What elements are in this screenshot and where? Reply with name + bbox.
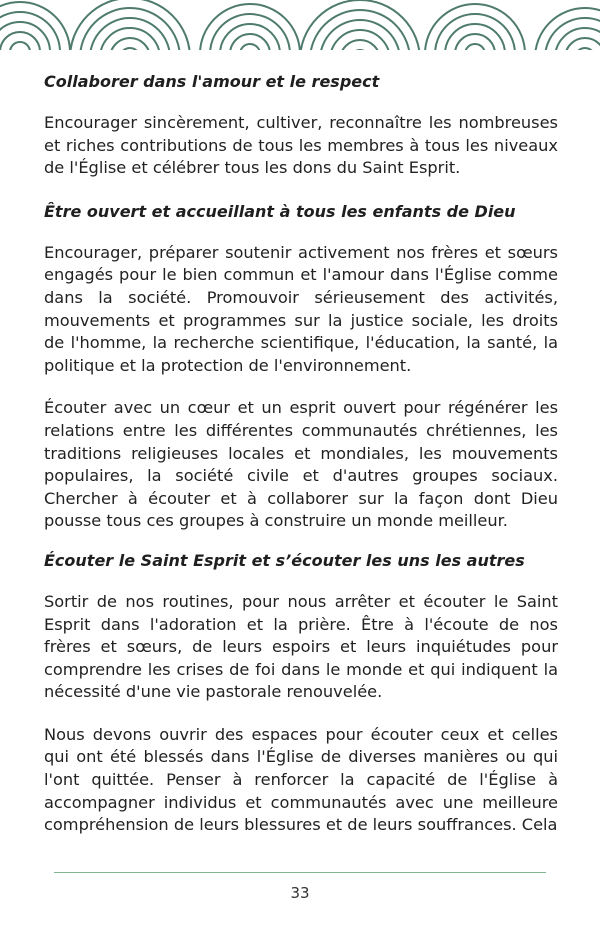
section-ecouter — [44, 549, 558, 837]
arc-cluster — [0, 2, 70, 50]
page-number: 33 — [290, 884, 310, 902]
arc-cluster — [300, 0, 420, 50]
paragraph: Écouter avec un cœur et un esprit ouvert pour régénérer les relations entre les différentes communautés chrétiennes, les traditions religieuses locales et mondiales, les mouvements populaires, la société civile et d'autres groupes sociaux. Chercher à écouter et à collaborer sur la façon dont Dieu pousse tous ces groupes à construire un monde meilleur. — [44, 398, 558, 531]
paragraph: Sortir de nos routines, pour nous arrêter et écouter le Saint Esprit dans l'adoration et la prière. Être à l'écoute de nos frères et sœurs, de leurs espoirs et leurs inquiétudes pour comprendre les crises de foi dans le monde et qui indiquent la nécessité d'une vie pastorale renouvelée. — [44, 591, 558, 702]
paragraph: Encourager, préparer soutenir activement nos frères et sœurs engagés pour le bien commun et l'amour dans l'Église comme dans la société. Promouvoir sérieusement des activités, mouvements et programmes sur la justice sociale, les droits de l'homme, la recherche scientifique, l'éducation, la santé, la politique et la protection de l'environnement. — [44, 242, 558, 375]
section-heading: Écouter le Saint Esprit et s’écouter les uns les autres — [44, 550, 525, 570]
paragraph: Nous devons ouvrir des espaces pour écouter ceux et celles qui ont été blessés dans l'Église de diverses manières ou qui l'ont quittée. Penser à renforcer la capacité de l'Église à accompagner individus et communautés avec une meilleure compréhension de leurs blessures et de leurs souffrances. Cela — [44, 724, 558, 835]
section-heading: Collaborer dans l'amour et le respect — [44, 72, 380, 91]
concentric-arcs-pattern — [0, 0, 600, 50]
section-etre-ouvert — [44, 200, 558, 533]
arc-cluster — [425, 4, 525, 50]
page-content — [44, 70, 558, 857]
arc-cluster — [200, 4, 300, 50]
paragraph: Encourager sincèrement, cultiver, reconnaître les nombreuses et riches contributions de tous les membres à tous les niveaux de l'Église et célébrer tous les dons du Saint Esprit. — [44, 113, 558, 178]
section-collaborer — [44, 70, 558, 180]
header-decoration — [0, 0, 600, 50]
arc-cluster — [70, 0, 190, 50]
section-heading: Être ouvert et accueillant à tous les enfants de Dieu — [44, 201, 516, 221]
footer-divider — [54, 872, 546, 873]
arc-cluster — [535, 8, 600, 50]
